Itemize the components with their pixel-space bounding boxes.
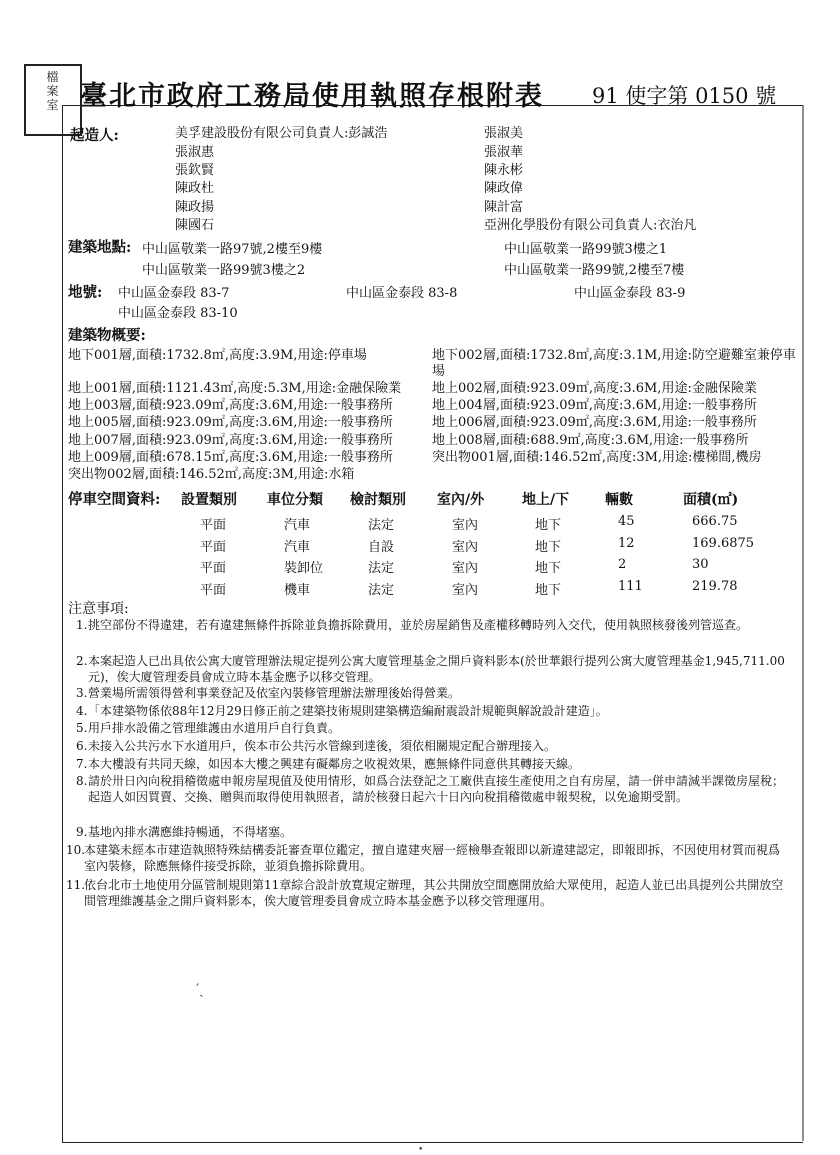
floor-entry: 地上008層,面積:688.9㎡,高度:3.6M,用途:一般事務所 (432, 433, 749, 448)
floor-entry: 地下002層,面積:1732.8㎡,高度:3.1M,用途:防空避難室兼停車 (432, 348, 796, 363)
floor-entry: 地上009層,面積:678.15㎡,高度:3.6M,用途:一般事務所 (68, 450, 393, 465)
parking-header: 輛數 (605, 492, 633, 508)
lot-number: 中山區金泰段 83-7 (118, 286, 230, 301)
note-item: 2. 本案起造人已出具依公寓大廈管理辦法規定提列公寓大廈管理基金之開戶資料影本(於世華銀行提列公寓大廈管理基金1,945,711.00元)，俟大廈管理委員會成立時本基金應予以移交管理。 (76, 654, 785, 684)
applicant-right: 亞洲化學股份有限公司負責人:衣治凡 (484, 218, 697, 233)
scan-speck: ′ˏ (196, 982, 204, 998)
note-item: 8. 請於卅日內向稅捐稽徵處申報房屋現值及使用情形，如爲合法登記之工廠供直接生產使用之自有房屋，請一併申請減半課徵房屋稅；起造人如因買賣、交換、贈與而取得使用執照者，請於核發日起六十日內向稅捐稽徵處申報契稅，以免逾期受罰。 (76, 774, 785, 804)
applicants-label: 起造人: (70, 127, 119, 144)
applicant-left: 張欽賢 (175, 163, 215, 178)
notes-label: 注意事項: (68, 601, 129, 617)
permit-number: 91 使字第 0150 號 (592, 84, 777, 108)
floor-entry: 地下001層,面積:1732.8㎡,高度:3.9M,用途:停車場 (68, 348, 367, 363)
site-address: 中山區敬業一路99號,2樓至7樓 (504, 263, 685, 278)
note-item: 11. 依台北市土地使用分區管制規則第11章綜合設計放寬規定辦理，其公共開放空間應開放給大眾使用，起造人並已出具提列公共開放空間管理維護基金之開戶資料影本，俟大廈管理委員會成立時本基金應予以移交管理運用。 (66, 878, 784, 908)
note-item: 5. 用戶排水設備之管理維護由水道用戶自行負責。 (76, 721, 341, 735)
parking-cell: 室內 (452, 583, 479, 598)
site-label: 建築地點: (68, 239, 132, 256)
parking-header: 設置類別 (181, 492, 237, 508)
parking-cell: 30 (692, 557, 709, 572)
document-title: 臺北市政府工務局使用執照存根附表 (80, 81, 544, 112)
parking-cell: 2 (618, 557, 627, 572)
parking-cell: 機車 (284, 583, 311, 598)
note-item: 9. 基地內排水溝應維持暢通，不得堵塞。 (76, 825, 293, 839)
applicant-right: 張淑華 (484, 145, 524, 160)
applicant-left: 陳國石 (175, 218, 215, 233)
floor-entry: 地上002層,面積:923.09㎡,高度:3.6M,用途:金融保險業 (432, 381, 757, 396)
parking-cell: 室內 (452, 561, 479, 576)
parking-label: 停車空間資料: (68, 491, 161, 508)
lot-number: 中山區金泰段 83-8 (346, 286, 458, 301)
archive-stamp: 檔 案 室 (24, 64, 82, 136)
parking-cell: 汽車 (284, 518, 311, 533)
floor-entry: 地上005層,面積:923.09㎡,高度:3.6M,用途:一般事務所 (68, 415, 393, 430)
lot-number: 中山區金泰段 83-9 (574, 286, 686, 301)
parking-cell: 地下 (535, 540, 562, 555)
note-item: 10. 本建築未經本市建造執照特殊結構委託審查單位鑑定，擅自違建夾層一經檢舉查報即以新違建認定，即報即拆，不因使用材質而視爲室內裝修，除應無條件接受拆除，並須負擔拆除費用。 (66, 843, 781, 873)
building-label: 建築物概要: (68, 327, 146, 344)
applicant-left: 美孚建設股份有限公司負責人:彭誠浩 (175, 126, 388, 141)
parking-cell: 自設 (368, 540, 395, 555)
parking-cell: 平面 (200, 583, 227, 598)
floor-entry: 突出物001層,面積:146.52㎡,高度:3M,用途:樓梯間,機房 (432, 450, 762, 465)
note-item: 1. 挑空部份不得違建，若有違建無條件拆除並負擔拆除費用，並於房屋銷售及產權移轉時列入交代，使用執照核發後列管巡查。 (76, 618, 749, 632)
parking-cell: 地下 (535, 518, 562, 533)
floor-entry: 地上006層,面積:923.09㎡,高度:3.6M,用途:一般事務所 (432, 415, 757, 430)
parking-cell: 平面 (200, 540, 227, 555)
parking-cell: 平面 (200, 561, 227, 576)
parking-header: 檢討類別 (350, 492, 406, 508)
parking-cell: 裝卸位 (284, 561, 324, 576)
parking-header: 面積(㎡) (683, 492, 739, 508)
applicant-left: 陳政杜 (175, 181, 215, 196)
floor-entry: 地上004層,面積:923.09㎡,高度:3.6M,用途:一般事務所 (432, 398, 757, 413)
parking-cell: 法定 (368, 583, 395, 598)
site-address: 中山區敬業一路99號3樓之1 (504, 242, 668, 257)
note-item: 6. 未接入公共污水下水道用戶，俟本市公共污水管線到達後，須依相關規定配合辦理接入。 (76, 739, 557, 753)
scan-speck: • (418, 1145, 424, 1155)
floor-entry: 地上003層,面積:923.09㎡,高度:3.6M,用途:一般事務所 (68, 398, 393, 413)
parking-cell: 室內 (452, 540, 479, 555)
floor-entry: 場 (432, 364, 446, 379)
floor-entry: 地上001層,面積:1121.43㎡,高度:5.3M,用途:金融保險業 (68, 381, 402, 396)
page-edge-line (802, 105, 804, 1141)
site-address: 中山區敬業一路97號,2樓至9樓 (142, 242, 323, 257)
applicant-right: 陳計富 (484, 200, 524, 215)
parking-cell: 地下 (535, 561, 562, 576)
parking-cell: 法定 (368, 561, 395, 576)
parking-cell: 12 (618, 536, 635, 551)
parking-cell: 45 (618, 514, 635, 529)
applicant-right: 張淑美 (484, 126, 524, 141)
parking-cell: 666.75 (692, 514, 738, 529)
parking-header: 室內/外 (437, 492, 485, 508)
site-address: 中山區敬業一路99號3樓之2 (142, 263, 306, 278)
parking-cell: 219.78 (692, 579, 738, 594)
parking-cell: 法定 (368, 518, 395, 533)
floor-entry: 突出物002層,面積:146.52㎡,高度:3M,用途:水箱 (68, 467, 355, 482)
floor-entry: 地上007層,面積:923.09㎡,高度:3.6M,用途:一般事務所 (68, 433, 393, 448)
parking-header: 地上/下 (522, 492, 570, 508)
parking-cell: 汽車 (284, 540, 311, 555)
applicant-right: 陳政偉 (484, 181, 524, 196)
note-item: 3. 營業場所需領得營利事業登記及依室內裝修管理辦法辦理後始得營業。 (76, 686, 461, 700)
note-item: 7. 本大樓設有共同天線，如因本大樓之興建有礙鄰房之收視效果，應無條件同意供其轉接天線。 (76, 757, 581, 771)
lot-label: 地號: (68, 284, 103, 301)
applicant-right: 陳永彬 (484, 163, 524, 178)
parking-cell: 169.6875 (692, 536, 755, 551)
parking-cell: 平面 (200, 518, 227, 533)
applicant-left: 張淑惠 (175, 145, 215, 160)
note-item: 4. 「本建築物係依88年12月29日修正前之建築技術規則建築構造編耐震設計規範與解說設計建造」。 (76, 704, 608, 718)
parking-header: 車位分類 (267, 492, 323, 508)
parking-cell: 111 (618, 579, 643, 594)
applicant-left: 陳政揚 (175, 200, 215, 215)
parking-cell: 室內 (452, 518, 479, 533)
parking-cell: 地下 (535, 583, 562, 598)
lot-number: 中山區金泰段 83-10 (118, 306, 238, 321)
